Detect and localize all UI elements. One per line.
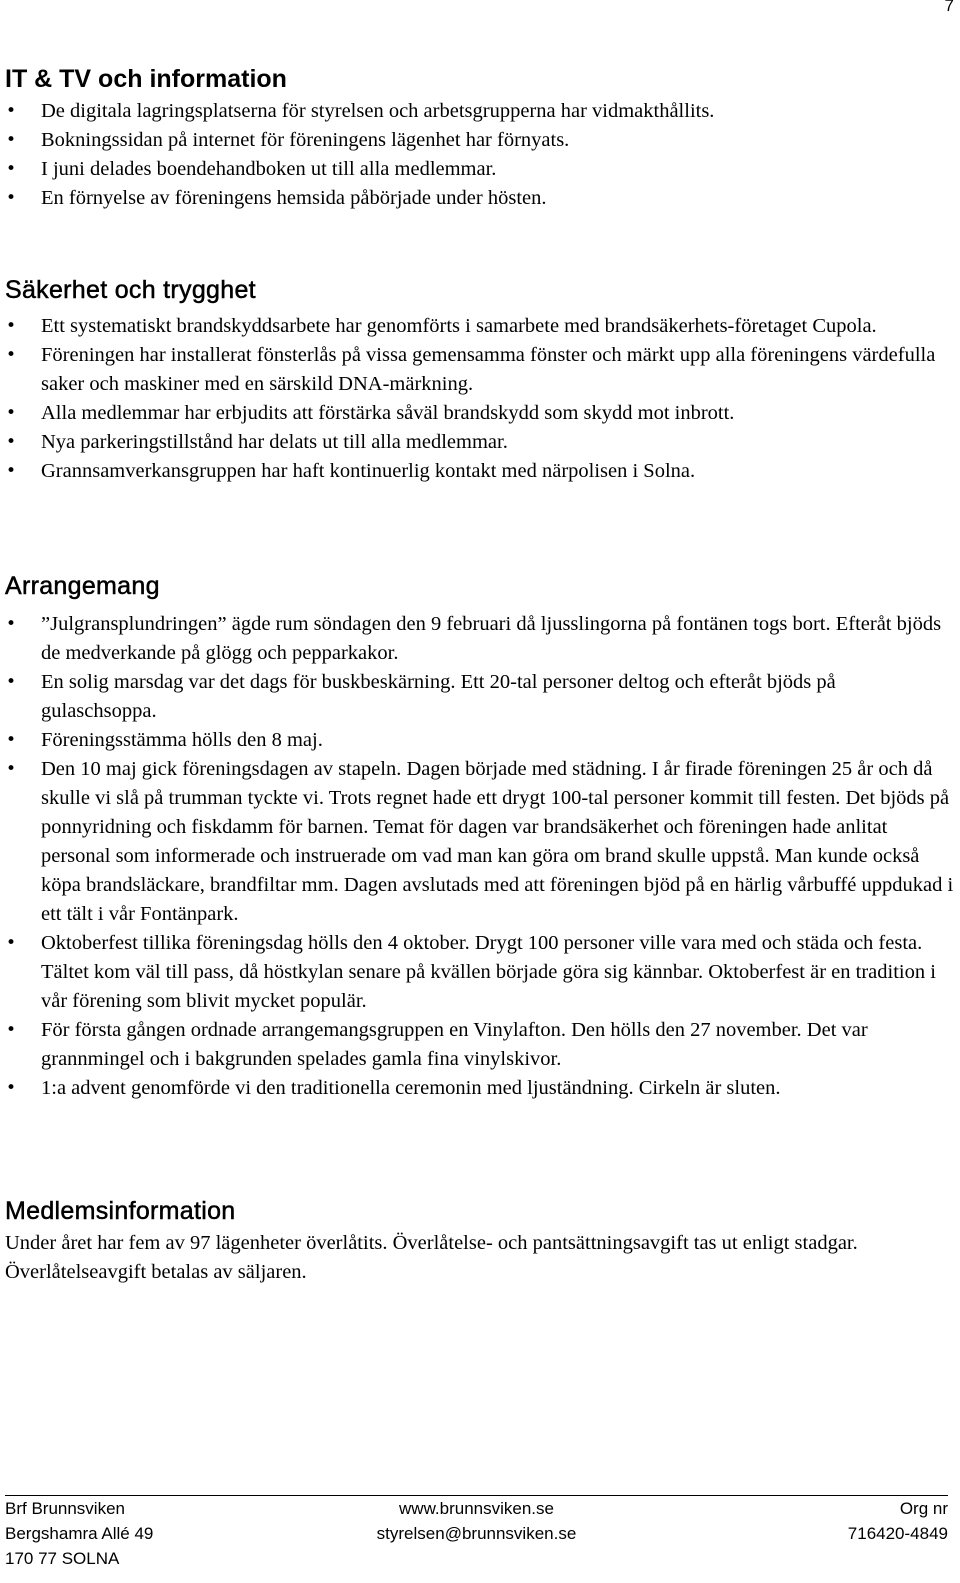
section-it-tv bbox=[5, 63, 955, 213]
bullet-list bbox=[5, 312, 955, 486]
list-item: • Nya parkeringstillstånd har delats ut till alla medlemmar. bbox=[5, 428, 955, 457]
list-item: • Den 10 maj gick föreningsdagen av stapeln. Dagen började med städning. I år firade föreningen 25 år och då skulle vi slå på trumman tyckte vi. Trots regnet hade ett drygt 100-tal personer kommit till festen. Det bjöds på ponnyridning och fiskdamm för barnen. Temat för dagen var brandsäkerhet och föreningen hade anlitat personal som informerade och instruerade om vad man kan göra om brand skulle uppstå. Man kunde också köpa brandsläckare, brandfiltar mm. Dagen avslutads med att föreningen bjöd på en härlig vårbuffé uppdukad i ett tält i vår Fontänpark. bbox=[5, 755, 955, 929]
section-heading: Medlemsinformation bbox=[5, 1197, 236, 1225]
footer-email-link[interactable]: styrelsen@brunnsviken.se bbox=[376, 1524, 577, 1543]
page-footer bbox=[5, 1495, 948, 1571]
section-heading: Säkerhet och trygghet bbox=[5, 276, 256, 304]
list-item: • De digitala lagringsplatserna för styrelsen och arbetsgrupperna har vidmakthållits. bbox=[5, 97, 955, 126]
footer-address bbox=[5, 1496, 305, 1571]
page-number: 7 bbox=[944, 0, 954, 15]
section-sakerhet bbox=[5, 274, 955, 486]
footer-website-link[interactable]: www.brunnsviken.se bbox=[399, 1499, 554, 1518]
list-item: • Alla medlemmar har erbjudits att förstärka såväl brandskydd som skydd mot inbrott. bbox=[5, 399, 955, 428]
list-item: • Bokningssidan på internet för föreningens lägenhet har förnyats. bbox=[5, 126, 955, 155]
list-item: • ”Julgransplundringen” ägde rum söndagen den 9 februari då ljusslingorna på fontänen togs bort. Efteråt bjöds de medverkande på glögg och pepparkakor. bbox=[5, 610, 955, 668]
footer-org-name: Brf Brunnsviken bbox=[5, 1499, 125, 1518]
list-item: • Oktoberfest tillika föreningsdag hölls den 4 oktober. Drygt 100 personer ville vara med och städa och festa. Tältet kom väl till pass, då höstkylan senare på kvällen började göra sig kännbar. Oktoberfest är en tradition i vår förening som blivit mycket populär. bbox=[5, 929, 955, 1016]
section-arrangemang bbox=[5, 570, 955, 1103]
list-item: • Föreningen har installerat fönsterlås på vissa gemensamma fönster och märkt upp alla föreningens värdefulla saker och maskiner med en särskild DNA-märkning. bbox=[5, 341, 955, 399]
bullet-list bbox=[5, 610, 955, 1103]
footer-registration bbox=[648, 1496, 948, 1571]
list-item: • En förnyelse av föreningens hemsida påbörjade under hösten. bbox=[5, 184, 955, 213]
list-item: • I juni delades boendehandboken ut till alla medlemmar. bbox=[5, 155, 955, 184]
paragraph: Under året har fem av 97 lägenheter överlåtits. Överlåtelse- och pantsättningsavgift tas ut enligt stadgar. Överlåtelseavgift betalas av säljaren. bbox=[5, 1232, 858, 1283]
bullet-list bbox=[5, 97, 955, 213]
list-item: • 1:a advent genomförde vi den traditionella ceremonin med ljuständning. Cirkeln är sluten. bbox=[5, 1074, 955, 1103]
list-item: • För första gången ordnade arrangemangsgruppen en Vinylafton. Den hölls den 27 november. Det var grannmingel och i bakgrunden spelades gamla fina vinylskivor. bbox=[5, 1016, 955, 1074]
section-heading: Arrangemang bbox=[5, 572, 160, 600]
footer-org-nr-value: 716420-4849 bbox=[847, 1524, 948, 1543]
footer-org-nr-label: Org nr bbox=[899, 1499, 948, 1518]
footer-street: Bergshamra Allé 49 bbox=[5, 1524, 154, 1543]
list-item: • Föreningsstämma hölls den 8 maj. bbox=[5, 726, 955, 755]
footer-postal: 170 77 SOLNA bbox=[5, 1549, 120, 1568]
list-item: • Grannsamverkansgruppen har haft kontinuerlig kontakt med närpolisen i Solna. bbox=[5, 457, 955, 486]
section-heading: IT & TV och information bbox=[5, 65, 287, 93]
list-item: • Ett systematiskt brandskyddsarbete har genomförts i samarbete med brandsäkerhets-företaget Cupola. bbox=[5, 312, 955, 341]
section-medlemsinformation bbox=[5, 1195, 955, 1287]
footer-contact bbox=[312, 1496, 642, 1571]
list-item: • En solig marsdag var det dags för buskbeskärning. Ett 20-tal personer deltog och efteråt bjöds på gulaschsoppa. bbox=[5, 668, 955, 726]
footer-columns bbox=[5, 1496, 948, 1571]
